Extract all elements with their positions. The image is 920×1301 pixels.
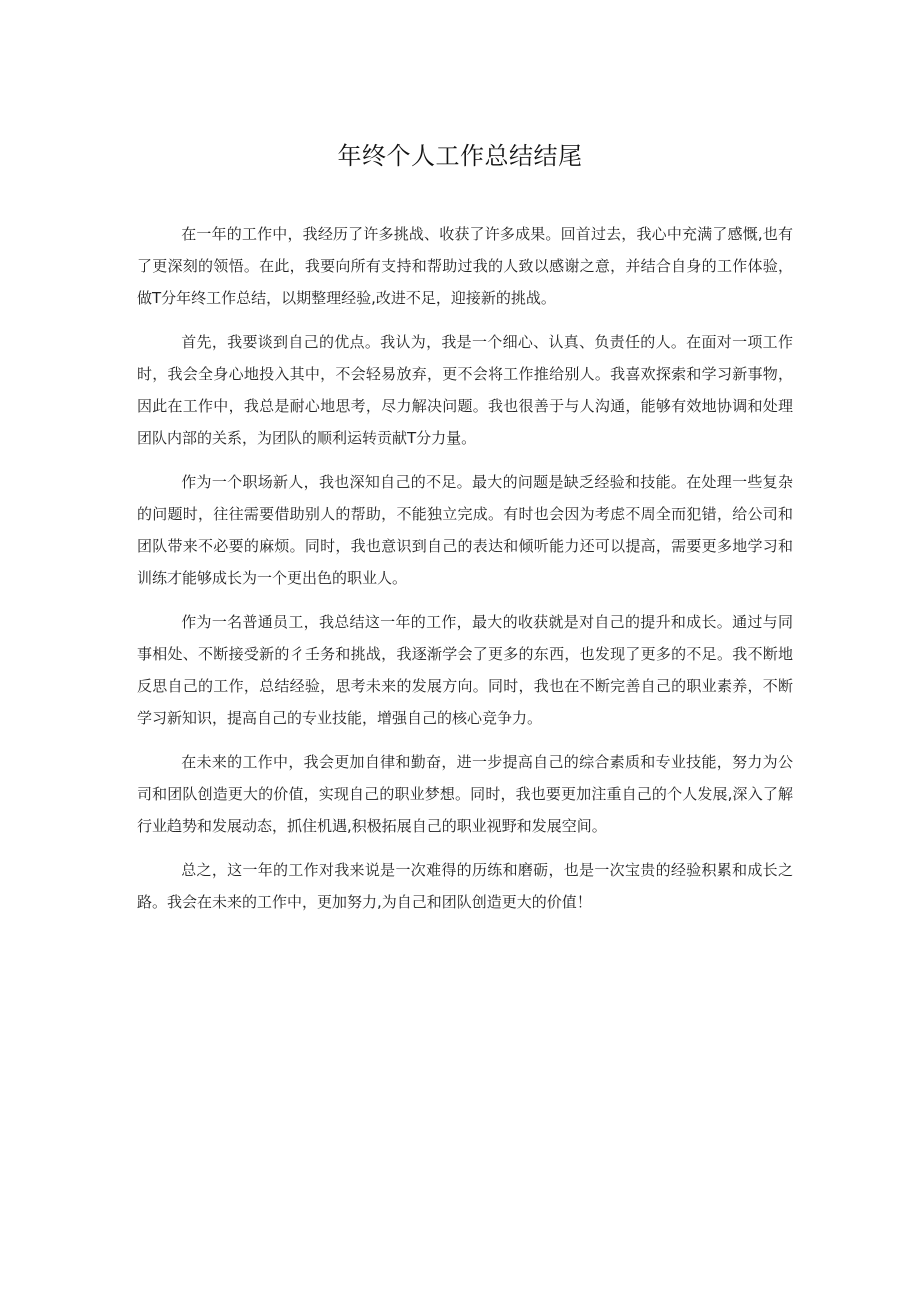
paragraph-conclusion: 总之，这一年的工作对我来说是一次难得的历练和磨砺，也是一次宝贵的经验积累和成长之路。我会在未来的工作中，更加努力,为自己和团队创造更大的价值！ [137, 861, 793, 911]
paragraph-weaknesses: 作为一个职场新人，我也深知自己的不足。最大的问题是缺乏经验和技能。在处理一些复杂的问题时，往往需要借助别人的帮助，不能独立完成。有时也会因为考虑不周全而犯错，给公司和团队带来不必要的麻烦。同时，我也意识到自己的表达和倾听能力还可以提高，需要更多地学习和训练才能够成长为一个更出色的职业人。 [137, 473, 793, 587]
document-body [137, 218, 793, 930]
paragraph-strengths: 首先，我要谈到自己的优点。我认为，我是一个细心、认真、负责任的人。在面对一项工作时，我会全身心地投入其中，不会轻易放弃，更不会将工作推给别人。我喜欢探索和学习新事物，因此在工作中，我总是耐心地思考，尽力解决问题。我也很善于与人沟通，能够有效地协调和处理团队内部的关系，为团队的顺利运转贡献T分力量。 [137, 333, 793, 447]
document-title: 年终个人工作总结结尾 [337, 142, 583, 170]
paragraph-growth: 作为一名普通员工，我总结这一年的工作，最大的收获就是对自己的提升和成长。通过与同事相处、不断接受新的彳壬务和挑战，我逐渐学会了更多的东西，也发现了更多的不足。我不断地反思自己的工作，总结经验，思考未来的发展方向。同时，我也在不断完善自己的职业素养，不断学习新知识，提高自己的专业技能，增强自己的核心竞争力。 [137, 613, 793, 727]
paragraph-intro: 在一年的工作中，我经历了许多挑战、收获了许多成果。回首过去，我心中充满了感慨,也有了更深刻的领悟。在此，我要向所有支持和帮助过我的人致以感谢之意，并结合自身的工作体验，做T分年终工作总结，以期整理经验,改进不足，迎接新的挑战。 [137, 225, 793, 307]
paragraph-future: 在未来的工作中，我会更加自律和勤奋，进一步提高自己的综合素质和专业技能，努力为公司和团队创造更大的价值，实现自己的职业梦想。同时，我也要更加注重自己的个人发展,深入了解行业趋势和发展动态，抓住机遇,积极拓展自己的职业视野和发展空间。 [137, 753, 793, 835]
